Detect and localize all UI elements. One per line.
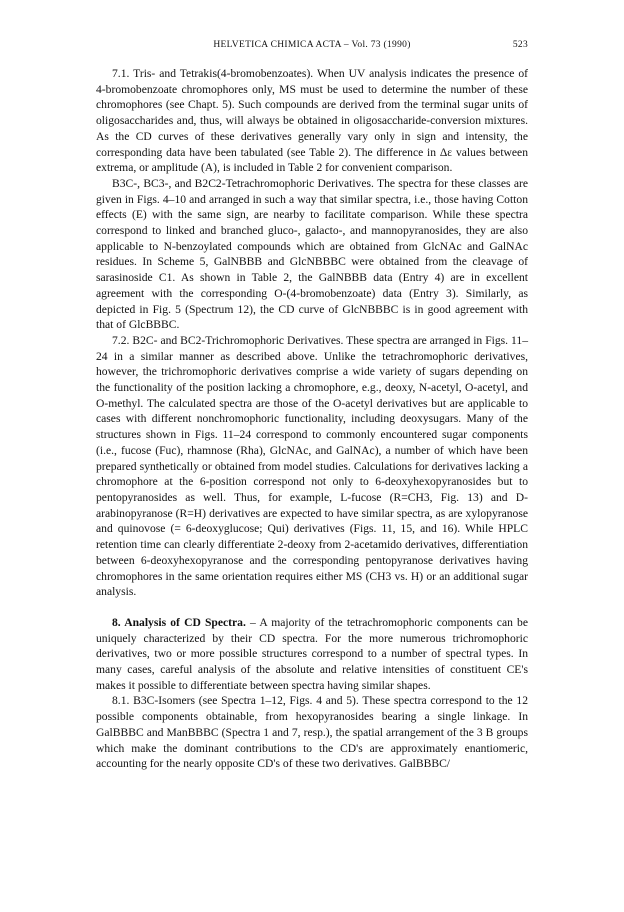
running-head: [96, 40, 528, 50]
journal-header: HELVETICA CHIMICA ACTA – Vol. 73 (1990): [213, 40, 411, 50]
paragraph-7-2: 7.2. B2C- and BC2-Trichromophoric Derivatives. These spectra are arranged in Figs. 11–24 in a similar manner as described above. Unlike the tetrachromophoric derivatives, however, the trichromophoric derivatives comprise a wide variety of sugars depending on the functionality of the position lacking a chromophore, e.g., deoxy, N-acetyl, O-acetyl, and O-methyl. The calculated spectra are those of the O-acetyl derivatives but are applicable to cases with different nonchromophoric functionality, including deoxysugars. Many of the structures shown in Figs. 11–24 correspond to commonly encountered sugar components (i.e., fucose (Fuc), rhamnose (Rha), GlcNAc, and GalNAc), a number of which have been prepared synthetically or obtained from model studies. Calculations for derivatives lacking a chromophore at the 6-position correspond not only to 6-deoxyhexopyranosides but to pentopyranosides as well. Thus, for example, L-fucose (R=CH3, Fig. 13) and D-arabinopyranose (R=H) derivatives are expected to have similar spectra, as are xylopyranose and quinovose (= 6-deoxyglucose; Qui) derivatives (Figs. 11, 15, and 16). While HPLC retention time can clearly differentiate 2-deoxy from 2-acetamido derivatives, differentiation between 6-deoxyhexopyranose and the corresponding pentopyranose derivatives having chromophores in the same orientation requires either MS (CH3 vs. H) or an additional sugar analysis.: [96, 333, 528, 599]
page-number: 523: [512, 40, 528, 50]
section-8-heading: 8. Analysis of CD Spectra.: [112, 615, 246, 629]
paragraph-7-1: 7.1. Tris- and Tetrakis(4-bromobenzoates). When UV analysis indicates the presence of 4-bromobenzoate chromophores only, MS must be used to determine the number of these chromophores (see Chapt. 5). Such compounds are derived from the terminal sugar units of oligosaccharides and, thus, will always be obtained in oligosaccharide-conversion mixtures. As the CD curves of these derivatives generally vary only in sign and intensity, the corresponding data have been tabulated (see Table 2). The difference in Δε values between extrema, or amplitude (A), is included in Table 2 for convenient comparison.: [96, 67, 528, 175]
paragraph-8-1: 8.1. B3C-Isomers (see Spectra 1–12, Figs. 4 and 5). These spectra correspond to the 12 possible components obtainable, from hexopyranosides bearing a single linkage. In GalBBBC and ManBBBC (Spectra 1 and 7, resp.), the spatial arrangement of the 3 B groups which make the dominant contributions to the CD's are approximately enantiomeric, accounting for the nearly opposite CD's of these two derivatives. GalBBBC/: [96, 694, 528, 771]
paragraph-tetrachromophoric: B3C-, BC3-, and B2C2-Tetrachromophoric Derivatives. The spectra for these classes are given in Figs. 4–10 and arranged in such a way that similar spectra, i.e., those having Cotton effects (E) with the same sign, are nearby to facilitate comparison. While these spectra correspond to linked and branched gluco-, galacto-, and mannopyranosides, they are also applicable to N-benzoylated compounds which are obtained from GlcNAc and GalNAc residues. In Scheme 5, GalNBBB and GlcNBBBC were obtained from the cleavage of sarasinoside C1. As shown in Table 2, the GalNBBB data (Entry 4) are in excellent agreement with the corresponding O-(4-bromobenzoate) data (Entry 3). Similarly, as depicted in Fig. 5 (Spectrum 12), the CD curve of GlcNBBBC is in good agreement with that of GlcBBBC.: [96, 176, 528, 332]
body-text: [96, 66, 528, 772]
paragraph-section-8: 8. Analysis of CD Spectra. – A majority of the tetrachromophoric components can be uniquely characterized by their CD spectra. For the more numerous trichromophoric derivatives, two or more possible structures correspond to a number of spectral types. In many cases, careful analysis of the absolute and relative intensities of constituent CE's makes it possible to differentiate between spectra having similar shapes.: [96, 615, 528, 692]
